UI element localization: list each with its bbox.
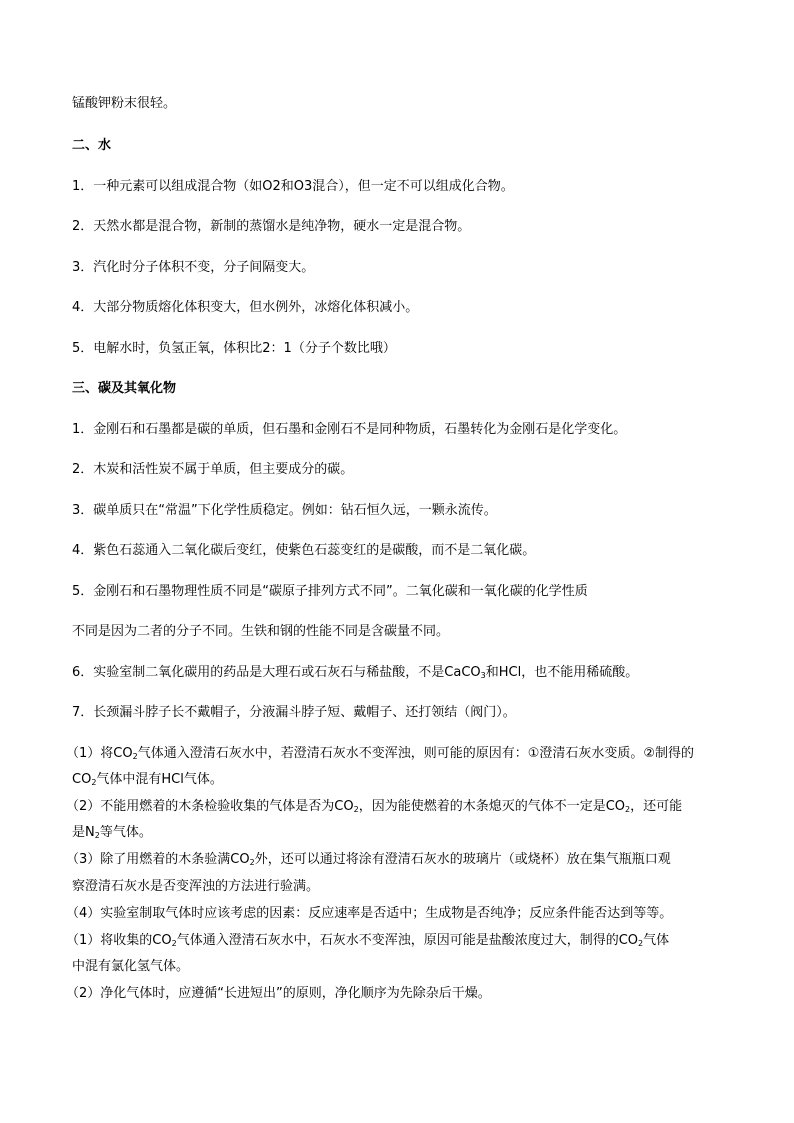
text-run: 2．天然水都是混合物，新制的蒸馏水是纯净物，硬水一定是混合物。	[72, 219, 471, 234]
water-item-4	[72, 298, 418, 318]
section-heading-water	[72, 136, 111, 156]
text-run: 是N	[72, 825, 95, 840]
water-item-2	[72, 217, 470, 237]
text-line	[72, 94, 176, 114]
subscript: 3	[480, 671, 486, 680]
text-run: 气体中混有HCl气体。	[96, 772, 223, 787]
text-run: 5．金刚石和石墨物理性质不同是“碳原子排列方式不同”。二氧化碳和一氧化碳的化学性质	[72, 584, 588, 599]
water-item-3	[72, 258, 314, 278]
text-run: 4．大部分物质熔化体积变大，但水例外，冰熔化体积减小。	[72, 300, 419, 315]
text-run: 等气体。	[99, 825, 152, 840]
text-run: （1）将CO	[66, 746, 133, 761]
text-run: （1）将收集的CO	[66, 933, 172, 948]
carbon-item-6	[72, 663, 638, 683]
carbon-item-3	[72, 501, 497, 521]
text-run: 中混有氯化氢气体。	[72, 959, 190, 974]
heading-text: 三、碳及其氧化物	[72, 381, 177, 396]
text-run: 4．紫色石蕊通入二氧化碳后变红，使紫色石蕊变红的是碳酸，而不是二氧化碳。	[72, 543, 536, 558]
formula-text: CO	[72, 772, 92, 787]
water-item-1	[72, 177, 514, 197]
text-run: 外，还可以通过将涂有澄清石灰水的玻璃片（或烧杯）放在集气瓶瓶口观	[254, 852, 671, 867]
text-run: （3）除了用燃着的木条验满CO	[66, 852, 250, 867]
text-run: 5．电解水时，负氢正氧，体积比2：1（分子个数比哦）	[72, 341, 396, 356]
formula-text: CaCO	[444, 665, 481, 680]
subscript: 2	[91, 778, 97, 787]
text-run: 气体	[643, 933, 670, 948]
subscript: 2	[171, 939, 177, 948]
note-2-line-2	[72, 823, 152, 843]
text-run: （2）净化气体时，应遵循“长进短出”的原则，净化顺序为先除杂后干燥。	[66, 986, 491, 1001]
heading-text: 二、水	[72, 138, 112, 153]
subscript: 2	[638, 939, 644, 948]
carbon-item-7	[72, 703, 516, 723]
text-run: 6．实验室制二氧化碳用的药品是大理石或石灰石与稀盐酸，不是	[72, 665, 445, 680]
note-5-line-1	[66, 931, 669, 951]
subscript: 2	[132, 752, 138, 761]
text-run: ，因为能使燃着的木条熄灭的气体不一定是CO	[358, 799, 625, 814]
carbon-item-5	[72, 582, 588, 602]
carbon-item-1	[72, 420, 626, 440]
note-1-line-2	[72, 770, 223, 790]
subscript: 2	[353, 805, 359, 814]
water-item-5	[72, 339, 396, 359]
note-3-line-2	[72, 877, 319, 897]
text-run: 3．碳单质只在“常温”下化学性质稳定。例如：钻石恒久远，一颗永流传。	[72, 503, 497, 518]
text-run: 气体通入澄清石灰水中，石灰水不变浑浊，原因可能是盐酸浓度过大，制得的CO	[176, 933, 638, 948]
text-run: 3．汽化时分子体积不变，分子间隔变大。	[72, 260, 315, 275]
text-run: 2．木炭和活性炭不属于单质，但主要成分的碳。	[72, 462, 354, 477]
text-run: 和HCl，也不能用稀硫酸。	[485, 665, 639, 680]
section-heading-carbon	[72, 379, 176, 399]
text-run: 察澄清石灰水是否变浑浊的方法进行验满。	[72, 879, 320, 894]
text-run: 1．金刚石和石墨都是碳的单质，但石墨和金刚石不是同种物质，石墨转化为金刚石是化学变化。	[72, 422, 627, 437]
note-5-line-2	[72, 957, 189, 977]
note-3-line-1	[66, 850, 671, 870]
carbon-item-5-continued	[72, 622, 449, 642]
note-4-line-1	[66, 904, 672, 924]
text-run: 1．一种元素可以组成混合物（如O2和O3混合），但一定不可以组成化合物。	[72, 179, 514, 194]
text-run: 锰酸钾粉末很轻。	[72, 96, 177, 111]
text-run: 气体通入澄清石灰水中，若澄清石灰水不变浑浊，则可能的原因有：①澄清石灰水变质。②制得的	[137, 746, 694, 761]
carbon-item-4	[72, 541, 535, 561]
subscript: 2	[625, 805, 631, 814]
note-2-line-1	[66, 797, 682, 817]
text-run: 7．长颈漏斗脖子长不戴帽子，分液漏斗脖子短、戴帽子、还打领结（阀门）。	[72, 705, 516, 720]
note-6-line-1	[66, 984, 491, 1004]
text-run: 不同是因为二者的分子不同。生铁和钢的性能不同是含碳量不同。	[72, 624, 450, 639]
subscript: 2	[94, 831, 100, 840]
text-run: （2）不能用燃着的木条检验收集的气体是否为CO	[66, 799, 354, 814]
text-run: ，还可能	[630, 799, 683, 814]
note-1-line-1	[66, 744, 694, 764]
carbon-item-2	[72, 460, 353, 480]
text-run: （4）实验室制取气体时应该考虑的因素：反应速率是否适中；生成物是否纯净；反应条件能否达到等等。	[66, 906, 673, 921]
subscript: 2	[249, 858, 255, 867]
